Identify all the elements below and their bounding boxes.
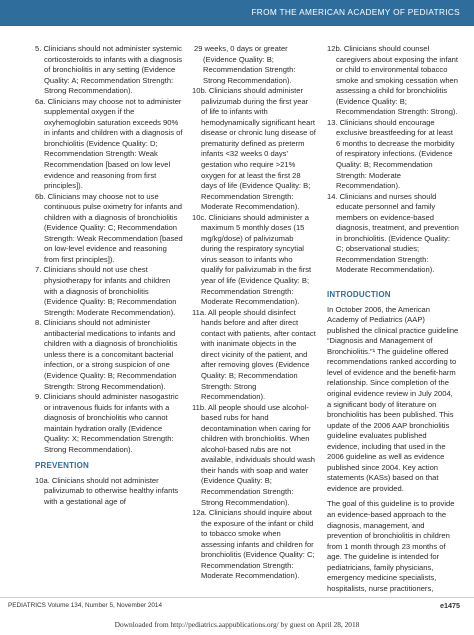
recommendation-item: 14. Clinicians and nurses should educate personnel and family members on evidence-based diagnosis, treatment, and prevention in bronchiolitis. (Evidence Quality: C; observational studies; Recommendation Strength: Moderate Recommendation). <box>327 191 459 275</box>
footer-divider <box>0 597 474 598</box>
recommendation-item: 7. Clinicians should not use chest physiotherapy for infants and children with a diagnosis of bronchiolitis (Evidence Quality: B; Recommendation Strength: Moderate Recommendation). <box>35 265 177 317</box>
recommendation-item: 11b. All people should use alcohol-based rubs for hand decontamination when caring for children with bronchiolitis. When alcohol-based rubs are not available, individuals should wash their hands with soap and water (Evidence Quality: B; Recommendation Strength: Strong Recommendation). <box>192 402 315 507</box>
recommendation-item: 13. Clinicians should encourage exclusive breastfeeding for at least 6 months to decrease the morbidity of respiratory infections. (Evidence Quality: B; Recommendation Strength: Moderate Recommendation). <box>327 117 455 191</box>
prevention-heading: PREVENTION <box>35 461 90 471</box>
recommendation-item: 12a. Clinicians should inquire about the exposure of the infant or child to tobacco smoke when assessing infants and children for bronchiolitis (Evidence Quality: C; Recommendation Strength: Moderate Recommendation). <box>192 508 315 581</box>
recommendation-item: 5. Clinicians should not administer systemic corticosteroids to infants with a diagnosis of bronchiolitis in any setting (Evidence Quality: A; Recommendation Strength: Strong Recommendation). <box>35 44 183 96</box>
recommendation-item: 10b. Clinicians should administer palivizumab during the first year of life to infants with hemodynamically significant heart disease or chronic lung disease of prematurity defined as preterm infants <32 weeks 0 days' gestation who require >21% oxygen for at least the first 28 days of life (Evidence Quality: B; Recommendation Strength: Moderate Recommendation). <box>192 86 316 212</box>
journal-citation: PEDIATRICS Volume 134, Number 5, November 2014 <box>8 602 163 609</box>
recommendation-item: 9. Clinicians should administer nasogastric or intravenous fluids for infants with a diagnosis of bronchiolitis who cannot maintain hydration orally (Evidence Quality: X; Recommendation Strength: Strong Recommendation). <box>35 392 179 454</box>
recommendation-item: 10c. Clinicians should administer a maximum 5 monthly doses (15 mg/kg/dose) of palivizumab during the respiratory syncytial virus season to infants who qualify for palivizumab in the first year of life (Evidence Quality: B; Recommendation Strength: Moderate Recommendation). <box>192 212 312 307</box>
recommendation-item: 8. Clinicians should not administer antibacterial medications to infants and children with a diagnosis of bronchiolitis unless there is a concomitant bacterial infection, or a strong suspicion of one (Evidence Quality: B; Recommendation Strength: Strong Recommendation). <box>35 318 178 391</box>
recommendation-item: 12b. Clinicians should counsel caregivers about exposing the infant or child to environmental tobacco smoke and smoking cessation when assessing a child for bronchiolitis (Evidence Quality: B; Recommendation Strength: Strong). <box>327 44 459 117</box>
column-right <box>327 44 459 594</box>
recommendation-item: 29 weeks, 0 days or greater (Evidence Quality: B; Recommendation Strength: Strong Recommendation). <box>194 44 296 85</box>
page-number: e1475 <box>440 601 460 610</box>
introduction-paragraph: In October 2006, the American Academy of Pediatrics (AAP) published the clinical practice guideline “Diagnosis and Management of Bronchiolitis.”¹ The guideline offered recommendations ranked according to level of evidence and the benefit-harm relationship. Since completion of the original evidence review in July 2004, a significant body of literature on bronchiolitis has been published. This update of the 2006 AAP bronchiolitis guideline evaluates published evidence, including that used in the 2006 guideline as well as evidence published since 2004. Key action statements (KASs) based on that evidence are provided. <box>327 304 459 493</box>
column-middle <box>192 44 316 582</box>
recommendation-item: 6b. Clinicians may choose not to use continuous pulse oximetry for infants and children with a diagnosis of bronchiolitis (Evidence Quality: C; Recommendation Strength: Weak Recommendation [based on low-level evidence and reasoning from first principles]). <box>35 191 183 264</box>
journal-header-bar <box>0 0 474 26</box>
section-title: FROM THE AMERICAN ACADEMY OF PEDIATRICS <box>251 7 460 17</box>
download-note: Downloaded from http://pediatrics.aappublications.org/ by guest on April 28, 2018 <box>114 620 360 629</box>
recommendation-item: 11a. All people should disinfect hands before and after direct contact with patients, after contact with inanimate objects in the direct vicinity of the patient, and after removing gloves (Evidence Quality: B; Recommendation Strength: Strong Recommendation). <box>192 307 316 402</box>
column-left <box>35 44 183 508</box>
recommendation-item: 10a. Clinicians should not administer palivizumab to otherwise healthy infants with a gestational age of <box>35 475 179 506</box>
introduction-heading: INTRODUCTION <box>327 290 391 300</box>
recommendation-item: 6a. Clinicians may choose not to administer supplemental oxygen if the oxyhemoglobin saturation exceeds 90% in infants and children with a diagnosis of bronchiolitis (Evidence Quality: D; Recommendation Strength: Weak Recommendation [based on low level evidence and reasoning from first principles]). <box>35 96 183 191</box>
introduction-paragraph: The goal of this guideline is to provide an evidence-based approach to the diagnosis, management, and prevention of bronchiolitis in children from 1 month through 23 months of age. The guideline is intended for pediatricians, family physicians, emergency medicine specialists, hospitalists, nurse practitioners, <box>327 499 455 593</box>
